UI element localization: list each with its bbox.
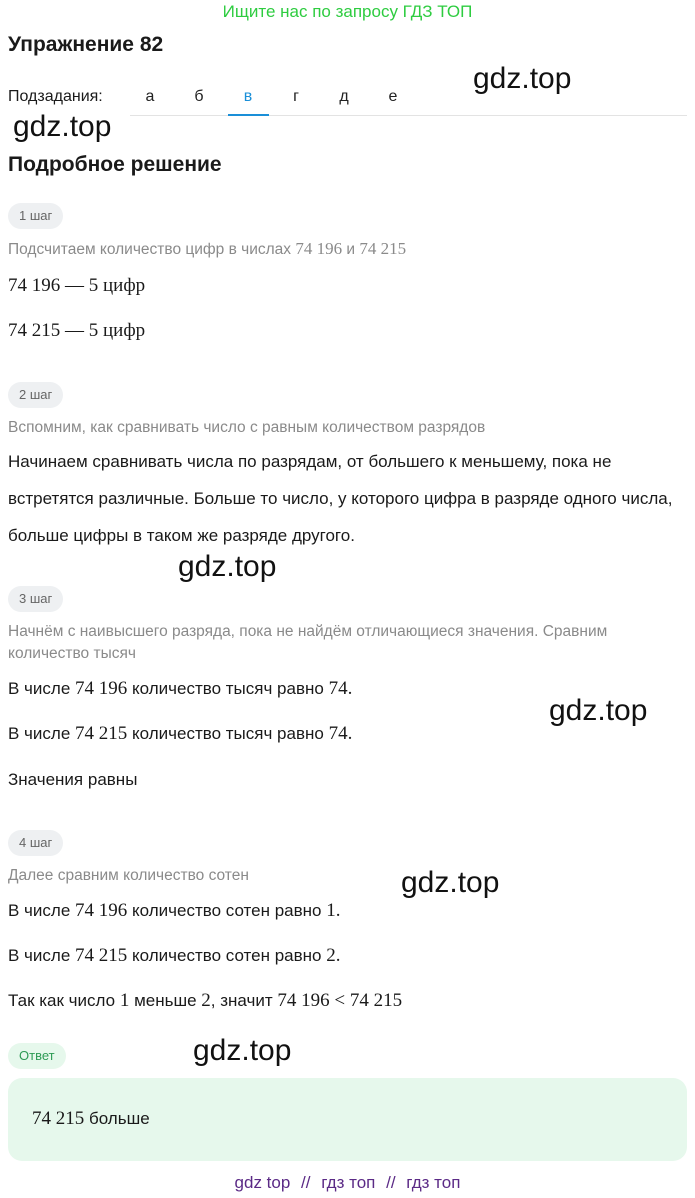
footer-link[interactable]: гдз топ (406, 1173, 461, 1192)
tabs-divider (130, 115, 687, 116)
page-title: Упражнение 82 (8, 33, 164, 56)
solution-heading: Подробное решение (8, 153, 222, 176)
footer-link[interactable]: гдз топ (321, 1173, 376, 1192)
step-hint: Далее сравним количество сотен (8, 867, 249, 884)
tab-v[interactable]: в (243, 88, 253, 105)
tab-e[interactable]: е (388, 88, 398, 105)
watermark: gdz.top (549, 694, 648, 727)
watermark: gdz.top (13, 110, 112, 143)
step-line: В числе 74 215 количество тысяч равно 74. (8, 723, 353, 744)
step-line: В числе 74 215 количество сотен равно 2. (8, 945, 341, 966)
step-conclusion: Так как число 1 меньше 2, значит 74 196 < 74 215 (8, 990, 403, 1011)
footer-link[interactable]: gdz top (234, 1173, 291, 1192)
step-conclusion: Значения равны (8, 770, 138, 789)
footer-separator: // (301, 1173, 311, 1192)
answer-badge: Ответ (8, 1043, 66, 1069)
tab-g[interactable]: г (293, 88, 299, 105)
step-line: 74 215 — 5 цифр (8, 320, 146, 341)
watermark: gdz.top (178, 550, 277, 583)
step-hint: Начнём с наивысшего разряда, пока не найдём отличающиеся значения. Сравним количество тысяч (8, 623, 608, 662)
active-tab-indicator (228, 114, 269, 116)
tab-d[interactable]: д (339, 88, 349, 105)
step-hint: Вспомним, как сравнивать число с равным количеством разрядов (8, 419, 486, 436)
watermark: gdz.top (401, 866, 500, 899)
tab-a[interactable]: а (145, 88, 155, 105)
step-badge: 1 шаг (8, 203, 63, 229)
step-badge: 3 шаг (8, 586, 63, 612)
step-line: 74 196 — 5 цифр (8, 275, 146, 296)
tab-b[interactable]: б (194, 88, 204, 105)
step-line: В числе 74 196 количество тысяч равно 74. (8, 678, 353, 699)
step-line: В числе 74 196 количество сотен равно 1. (8, 900, 341, 921)
footer-links (0, 1171, 695, 1195)
step-hint: Подсчитаем количество цифр в числах 74 196 и 74 215 (8, 239, 407, 258)
step-badge: 4 шаг (8, 830, 63, 856)
subtasks-label: Подзадания: (8, 88, 103, 105)
watermark: gdz.top (473, 62, 572, 95)
step-paragraph: Начинаем сравнивать числа по разрядам, от большего к меньшему, пока не встретятся различные. Больше то число, у которого цифра в разряде одного числа, больше цифры в таком же разряде другого. (8, 452, 673, 545)
footer-separator: // (386, 1173, 396, 1192)
answer-text: 74 215 больше (32, 1108, 150, 1129)
watermark: gdz.top (193, 1034, 292, 1067)
step-badge: 2 шаг (8, 382, 63, 408)
promo-link[interactable]: Ищите нас по запросу ГДЗ ТОП (222, 2, 473, 21)
